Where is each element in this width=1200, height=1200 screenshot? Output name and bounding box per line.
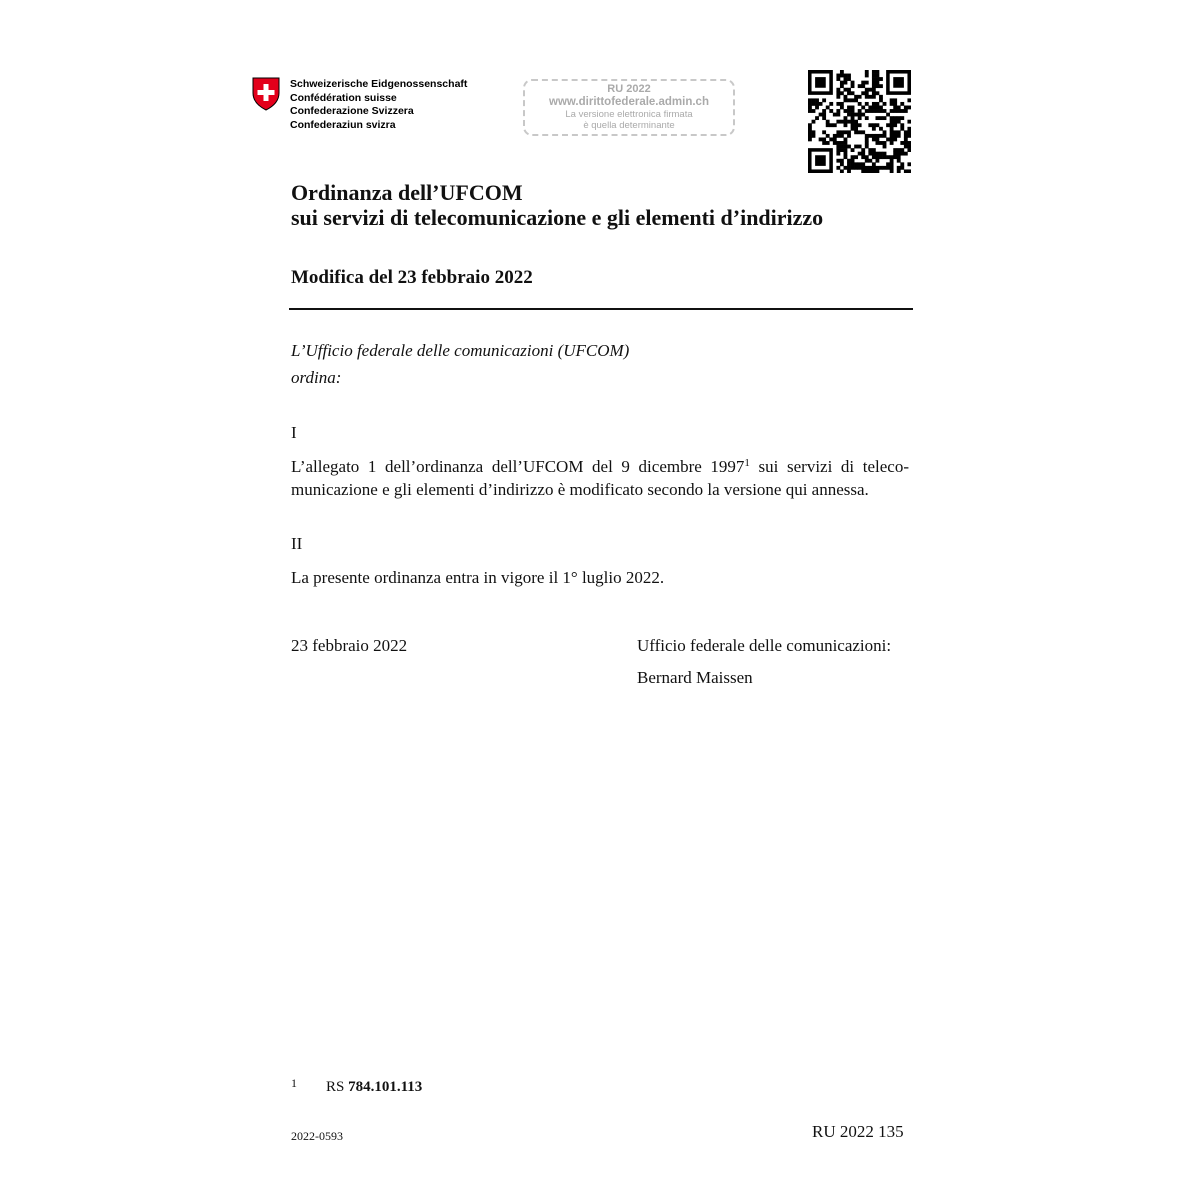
document-number: 2022-0593 [291, 1129, 343, 1143]
publication-stamp [523, 79, 735, 136]
signature-date: 23 febbraio 2022 [291, 636, 408, 655]
logo-line-it: Confederazione Svizzera [290, 105, 414, 117]
swiss-shield-icon [252, 77, 280, 111]
logo-line-fr: Confédération suisse [290, 91, 397, 104]
footnote-text [326, 1077, 422, 1097]
section-2-text: La presente ordinanza entra in vigore il 1° luglio 2022. [291, 568, 665, 587]
stamp-note-2: è quella determinante [583, 120, 675, 131]
section-1-text-end: sui servizi di teleco- [749, 457, 910, 476]
preamble-authority: L’Ufficio federale delle comunicazioni (UFCOM) [291, 341, 630, 360]
footnote-reference[interactable]: 1 [744, 457, 750, 469]
qr-code-icon [808, 70, 911, 173]
footnote-prefix: RS [326, 1079, 345, 1095]
stamp-website: www.dirittofederale.admin.ch [549, 96, 709, 108]
document-title-line-1: Ordinanza dell’UFCOM [291, 180, 523, 205]
preamble-ordains: ordina: [291, 368, 342, 387]
page-reference: RU 2022 135 [812, 1122, 904, 1141]
logo-text [290, 78, 467, 132]
footnote-number: 1 [291, 1076, 297, 1090]
section-numeral-2: II [291, 534, 303, 553]
stamp-collection: RU 2022 [607, 83, 651, 95]
stamp-note-1: La versione elettronica firmata [565, 109, 693, 120]
confederation-logo [252, 75, 482, 135]
amendment-date: Modifica del 23 febbraio 2022 [291, 267, 533, 288]
section-1-text-start: L’allegato 1 dell’ordinanza dell’UFCOM del 9 dicembre 1997 [291, 457, 745, 476]
logo-line-rm: Confederaziun svizra [290, 118, 396, 131]
footnote-reference-number: 784.101.113 [348, 1079, 423, 1095]
signatory-name: Bernard Maissen [637, 668, 753, 687]
document-title-line-2: sui servizi di telecomunicazione e gli elementi d’indirizzo [291, 205, 824, 230]
title-divider [289, 308, 913, 310]
signature-office: Ufficio federale delle comunicazioni: [637, 636, 892, 655]
logo-line-de: Schweizerische Eidgenossenschaft [290, 78, 468, 90]
section-1-text-line-2: municazione e gli elementi d’indirizzo è modificato secondo la versione qui annessa. [291, 480, 869, 499]
section-numeral-1: I [291, 423, 297, 442]
